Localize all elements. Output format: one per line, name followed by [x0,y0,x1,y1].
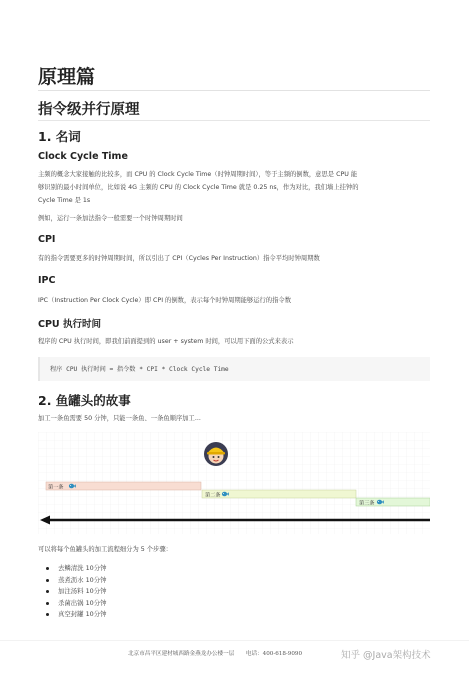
timeline-bar-1 [46,482,201,491]
step-label: 真空封罐 10分钟 [58,610,107,618]
list-item [46,563,107,575]
cpi-heading: CPI [38,234,56,245]
clock-paragraph-line: Cycle Time 是 1s [38,197,91,204]
ipc-heading: IPC [38,275,56,286]
step-label: 蒸煮沥水 10分钟 [58,575,107,584]
section-1-heading: 1. 名词 [38,129,81,144]
bullet-icon [46,579,49,582]
timeline-bar-1-label: 第一条 [48,484,64,491]
timeline-bar-2-label: 第二条 [205,492,221,499]
bullet-icon [46,590,49,593]
formula-code-block [38,357,430,381]
worker-avatar-icon [204,442,228,466]
list-item [46,609,107,621]
bullet-icon [46,567,49,570]
cpu-time-paragraph: 程序的 CPU 执行时间，即我们前面提到的 user + system 时间，可以用下面的公式来表示 [38,338,294,345]
timeline-bar-3 [356,498,430,507]
clock-paragraph-line: 够识别的最小时间单位，比如说 4G 主频的 CPU 的 Clock Cycle Time 就是 0.25 ns，作为对比，我们墙上挂钟的 [38,184,359,191]
step-label: 去鳞清洗 10分钟 [58,564,107,572]
section-2-heading: 2. 鱼罐头的故事 [38,393,131,408]
step-label: 杀菌出锅 10分钟 [58,598,107,607]
cpu-time-heading: CPU 执行时间 [38,319,101,330]
ipc-paragraph: IPC（Instruction Per Clock Cycle）即 CPI 的倒数，表示每个时钟周期能够运行的指令数 [38,297,291,304]
timeline-bar-2 [202,490,356,499]
steps-intro-text: 可以将每个鱼罐头的加工流程细分为 5 个步骤： [38,546,172,553]
chapter-title: 指令级并行原理 [38,102,140,118]
clock-example-text: 例如，运行一条加法指令一般需要一个时钟周期时间 [38,215,183,222]
footer-divider [0,640,469,641]
footer-address: 北京市昌平区建材城西路金燕龙办公楼一层 [128,651,235,657]
bullet-icon [46,613,49,616]
fish-intro-text: 加工一条鱼需要 50 分钟，只能一条鱼、一条鱼顺序加工... [38,415,201,422]
chapter-divider [38,120,430,121]
clock-cycle-heading: Clock Cycle Time [38,151,128,162]
clock-paragraph-line: 主频的概念大家接触的比较多，而 CPU 的 Clock Cycle Time（时钟周期时间），等于主频的倒数，意思是 CPU 能 [38,171,358,178]
bullet-icon [46,602,49,605]
list-item [46,575,107,587]
part-title: 原理篇 [38,66,96,88]
clock-cycle-paragraph [38,168,430,207]
timeline-bar-3-label: 第三条 [359,500,375,507]
footer-phone: 电话：400-618-9090 [245,651,303,657]
step-label: 加注汤料 10分钟 [58,587,107,595]
title-divider [38,90,430,91]
watermark-text: 知乎 @Java架构技术 [341,650,431,661]
formula-code-text: 程序 CPU 执行时间 = 指令数 * CPI * Clock Cycle Time [50,366,229,373]
list-item [46,586,107,598]
steps-list [46,563,107,621]
fish-processing-diagram [38,432,430,534]
page-footer [128,649,302,657]
cpi-paragraph: 有的指令需要更多的时钟周期时间，所以引出了 CPI（Cycles Per Instruction）指令平均时钟周期数 [38,255,320,262]
list-item [46,598,107,610]
